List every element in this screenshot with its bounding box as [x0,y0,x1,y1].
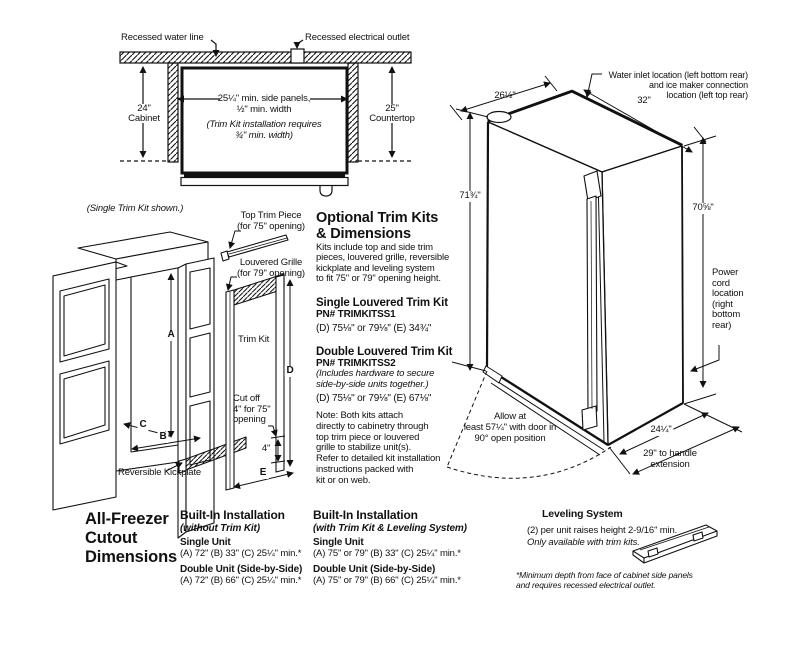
cutoff-note [233,394,270,426]
footnote-line2: and requires recessed electrical outlet. [516,580,656,590]
trim-kits-title-line1: Optional Trim Kits [316,210,439,226]
recessed-water-line-label: Recessed water line [121,32,204,43]
top-trim-line2: (for 75" opening) [237,220,305,232]
cabinet-height-label [126,104,162,123]
kits-note1: Note: Both kits attach [316,410,403,421]
power-cord-note [712,268,744,332]
footnote-line1: *Minimum depth from face of cabinet side panels [516,570,693,580]
opening-line1: 25¼" min. side panels, [217,93,311,104]
trim-kits-title-line2: & Dimensions [316,226,411,242]
kits-note4: grille to stabilize unit(s). [316,442,412,454]
grille-line2: (for 79" opening) [237,267,305,279]
kits-note-block [316,411,440,487]
dim-letter-b: B [159,431,167,442]
water-inlet-note [609,70,748,100]
grille-line1: Louvered Grille [239,257,303,268]
double-kit-note2: side-by-side units together.) [316,378,429,390]
cabinet-height-word: Cabinet [128,112,160,124]
kits-note5: Refer to detailed kit installation [316,453,441,465]
single-kit-dims: (D) 75⅛" or 79⅛" (E) 34¾" [316,323,432,334]
dim-letter-d: D [286,365,294,376]
col2-single-dims: (A) 75" or 79" (B) 33" (C) 25¼" min.* [313,548,461,559]
double-kit-title: Double Louvered Trim Kit [316,346,453,358]
page-title-line1: All-Freezer [85,510,169,528]
recessed-outlet-label: Recessed electrical outlet [305,32,410,43]
cutoff-line1: Cut off [233,393,260,404]
opening-note1: (Trim Kit installation requires [206,119,322,130]
freezer-height-left-dim: 71¾" [459,190,481,201]
power-line2: cord [712,277,730,289]
col1-subtitle: (without Trim Kit) [180,523,260,534]
water-inlet-line1: Water inlet location (left bottom rear) [608,70,748,80]
power-line1: Power [712,267,739,278]
page-title-line2: Cutout [85,529,138,547]
top-trim-piece-label [237,211,305,232]
handle-extension-note [643,449,697,470]
water-inlet-line3: location (left top rear) [666,90,748,100]
col1-double-label: Double Unit (Side-by-Side) [180,564,303,575]
double-kit-block [316,346,452,404]
builtin-with-trim-column [313,509,467,586]
kits-note6: instructions packed with [316,463,414,475]
trim-kits-body [316,243,449,285]
water-inlet-line2: and ice maker connection [649,80,748,90]
col2-subtitle: (with Trim Kit & Leveling System) [313,523,467,534]
opening-line2: ½" min. width [236,104,292,115]
countertop-height-word: Countertop [369,112,415,124]
single-trim-caption: (Single Trim Kit shown.) [86,203,184,214]
power-line3: location [712,288,744,300]
page-title-line3: Dimensions [85,548,178,566]
leveling-line2: Only available with trim kits. [527,537,640,548]
countertop-height-dim: 25" [385,103,399,114]
double-kit-pn: PN# TRIMKITSS2 [316,358,396,369]
kits-note2: directly to cabinetry through [316,420,429,432]
louvered-grille-label [237,258,305,279]
swing-line3: 90° open position [474,433,546,444]
swing-line2: least 57¼" with door in [463,422,557,433]
double-kit-note1: (Includes hardware to secure [316,368,435,379]
single-kit-pn: PN# TRIMKITSS1 [316,309,396,320]
col2-title: Built-In Installation [313,508,418,522]
door-swing-note [464,411,556,444]
swing-line1: Allow at [493,411,527,422]
countertop-height-label [367,104,417,123]
col1-double-dims: (A) 72" (B) 66" (C) 25¼" min.* [180,575,302,586]
top-trim-line1: Top Trim Piece [240,210,302,221]
page-title [85,510,177,567]
trim-kit-label: Trim Kit [238,334,270,345]
single-kit-block [316,297,448,334]
trim-kits-title [316,210,438,242]
kits-body3: kickplate and leveling system [316,262,435,274]
power-line5: bottom [712,309,741,321]
kits-body4: to fit 75" or 79" opening height. [316,273,441,285]
footnote [516,570,693,590]
kits-note3: top trim piece or louvered [316,431,420,443]
single-kit-title: Single Louvered Trim Kit [316,297,448,309]
kits-note7: kit or on web. [316,474,371,486]
freezer-width-dim: 26½" [494,90,516,101]
dim-letter-c: C [139,419,147,430]
col1-single-label: Single Unit [180,537,231,548]
freezer-depth-dim: 32" [637,95,651,106]
col2-double-label: Double Unit (Side-by-Side) [313,564,436,575]
handle-line2: extension [650,458,690,470]
cabinet-height-dim: 24" [137,103,151,114]
col1-single-dims: (A) 72" (B) 33" (C) 25¼" min.* [180,548,302,559]
freezer-height-right-dim: 70⅝" [692,202,714,213]
builtin-without-trim-column [180,509,302,586]
col1-title: Built-In Installation [180,508,285,522]
handle-line1: 29" to handle [643,448,697,459]
power-line4: (right [712,298,733,310]
leveling-system-title: Leveling System [542,508,623,520]
dim-letter-a: A [167,329,175,340]
leveling-line1: (2) per unit raises height 2-9/16" min. [527,525,678,536]
opening-note2: ¾" min. width) [235,130,293,141]
kits-body1: Kits include top and side trim [316,242,433,253]
opening-dimension-text [206,93,321,141]
four-inch-dim: 4" [261,443,271,454]
dim-letter-e: E [259,467,267,478]
kits-body2: pieces, louvered grille, reversible [316,252,450,264]
cutoff-line2: 4" for 75" [233,403,271,415]
col2-double-dims: (A) 75" or 79" (B) 66" (C) 25¼" min.* [313,575,461,586]
reversible-kickplate-label: Reversible Kickplate [118,467,202,478]
col2-single-label: Single Unit [313,537,364,548]
cutoff-line3: opening [233,414,266,425]
double-kit-dims: (D) 75⅛" or 79⅛" (E) 67⅛" [316,393,432,404]
power-line6: rear) [712,319,732,331]
freezer-base-depth-dim: 24¼" [650,424,672,435]
